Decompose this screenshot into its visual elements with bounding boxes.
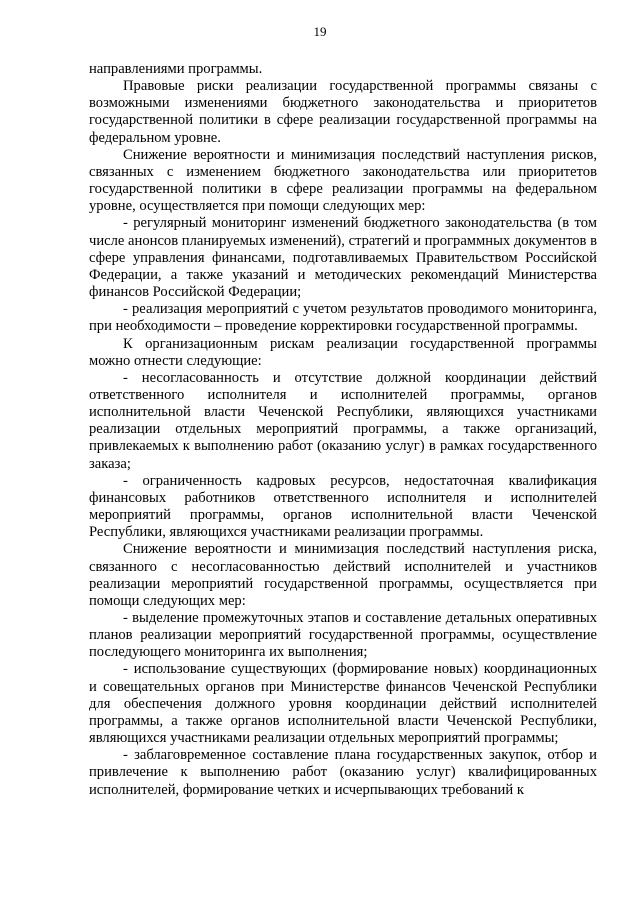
list-item-monitoring: - регулярный мониторинг изменений бюджетного законодательства (в том числе анонсов планируемых изменений), стратегий и программных документов в сфере управления финансами, подготавливаемых Правительством Российской Федерации, а также указаний и методических рекомендаций Министерства финансов Российской Федерации; <box>89 215 597 301</box>
list-item-implementation: - реализация мероприятий с учетом результатов проводимого мониторинга, при необходимости – проведение корректировки государственной программы. <box>89 301 597 335</box>
list-item-staff-resources: - ограниченность кадровых ресурсов, недостаточная квалификация финансовых работников ответственного исполнителя и исполнителей мероприятий программы, органов исполнительной власти Чеченской Республики, являющихся участниками реализации программы. <box>89 472 597 541</box>
list-item-procurement-plan: - заблаговременное составление плана государственных закупок, отбор и привлечение к выполнению работ (оказанию услуг) квалифицированных исполнителей, формирование четких и исчерпывающих требований к <box>89 747 597 798</box>
document-body <box>89 61 597 799</box>
list-item-stages: - выделение промежуточных этапов и составление детальных оперативных планов реализации мероприятий государственной программы, осуществление последующего мониторинга их выполнения; <box>89 610 597 661</box>
paragraph-legal-risk-mitigation: Снижение вероятности и минимизация последствий наступления рисков, связанных с изменением бюджетного законодательства или приоритетов государственной политики в сфере реализации программы на федеральном уровне, осуществляется при помощи следующих мер: <box>89 146 597 215</box>
paragraph-organizational-risks: К организационным рискам реализации государственной программы можно отнести следующие: <box>89 335 597 369</box>
list-item-coordination-bodies: - использование существующих (формирование новых) координационных и совещательных органов при Министерстве финансов Чеченской Республики для обеспечения должного уровня координации действий исполнителей программы, а также органов исполнительной власти Чеченской Республики, являющихся участниками реализации отдельных мероприятий программы; <box>89 661 597 747</box>
paragraph-continuation: направлениями программы. <box>89 61 263 77</box>
page-number: 19 <box>313 24 327 39</box>
paragraph-legal-risks: Правовые риски реализации государственной программы связаны с возможными изменениями бюджетного законодательства и приоритетов государственной политики в сфере реализации государственной программы на федеральном уровне. <box>89 78 597 146</box>
list-item-coordination: - несогласованность и отсутствие должной координации действий ответственного исполнителя и исполнителей программы, органов исполнительной власти Чеченской Республики, являющихся участниками реализации отдельных мероприятий программы, а также организаций, привлекаемых к выполнению работ (оказанию услуг) в рамках государственного заказа; <box>89 369 597 472</box>
paragraph-org-risk-mitigation: Снижение вероятности и минимизация последствий наступления риска, связанного с несогласованностью действий исполнителей и участников реализации мероприятий государственной программы, осуществляется при помощи следующих мер: <box>89 541 597 609</box>
